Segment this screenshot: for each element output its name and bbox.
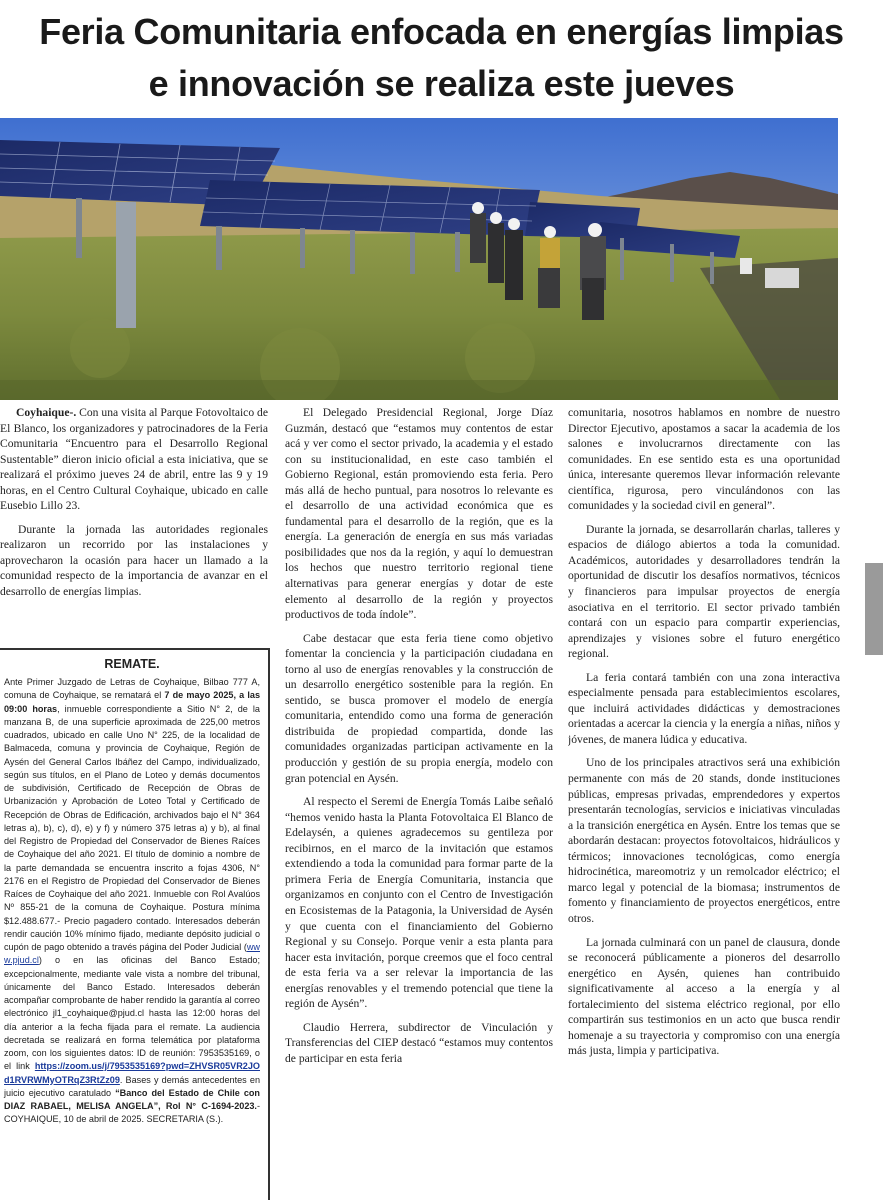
headline-line-1: Feria Comunitaria enfocada en energías limpias <box>39 11 844 52</box>
remate-text: ) o en las oficinas del Banco Estado; excepcionalmente, mediante vale vista a nombre del tribunal, únicamente del Banco Estado. Interesados deberán acompañar comprobante de haber rendido la garantía al correo electrónico jl1_coyhaique@pjud.cl hasta las 12:00 horas del día anterior a la fecha fijada para el remate. La audiencia decretada se realizará en forma telemática por plataforma zoom, con los siguientes datos: ID de reunión: 7953535169, o el link <box>4 955 260 1072</box>
article-paragraph: comunitaria, nosotros hablamos en nombre de nuestro Director Ejecutivo, apostamos a sacar la academia de los salones e involucrarnos directamente con las comunidades. En ese sentido esta es una oportunidad única, interesante queremos llevar información relevante científica, rigurosa, pero vinculándonos con las comunidades y la sociedad civil en general”. <box>568 406 840 513</box>
remate-text: - COYHAIQUE, 10 de abril de 2025. SECRETARIA (S.). <box>4 1101 260 1125</box>
pjud-link[interactable]: www.pjud.cl <box>4 942 260 966</box>
zoom-link[interactable]: https://zoom.us/j/7953535169?pwd=ZHVSR05VR2JOd1RVRWMyOTRqZ3RtZz09 <box>4 1061 260 1085</box>
article-paragraph: Al respecto el Seremi de Energía Tomás Laibe señaló “hemos venido hasta la Planta Fotovoltaica El Blanco de Edelaysén, a quienes agradecemos su gentileza por recibirnos, en el marco de la invitación que estamos extendiendo a toda la comunidad para formar parte de la primera Feria de Energía Comunitaria, instancia que organizamos en conjunto con el Centro de Investigación en Ecosistemas de la Patagonia, la Universidad de Aysén y que cuenta con el financiamiento del Gobierno Regional y su Consejo. Porque venir a esta planta para hacer esta invitación, porque creemos que el foco central de esta feria va a ser relevar la importancia de las energías renovables y el tremendo potencial que tiene la región de Aysén”. <box>285 795 553 1011</box>
remate-case: “Banco del Estado de Chile con DIAZ RABAEL, MELISA ANGELA”, Rol N° C-1694-2023. <box>4 1087 260 1111</box>
article-column-1 <box>0 405 268 645</box>
article-paragraph <box>0 405 268 514</box>
article-paragraph: Cabe destacar que esta feria tiene como objetivo fomentar la conciencia y la participación ciudadana en torno al uso de energías renovables y la construcción de un desarrollo energético sostenible para la región. En sentido, se busca promover el modelo de energía comunitaria, entendido como una forma de generación distribuida de propiedad compartida, donde las comunidades organizadas participan activamente en la producción y gestión de su propia energía, modelo con gran potencial en Aysén. <box>285 631 553 785</box>
article-paragraph: Uno de los principales atractivos será una exhibición permanente con más de 20 stands, donde instituciones públicas, empresas privadas, emprendedores y expertos presentarán tecnologías, servicios e iniciativas vinculadas a la transición energética en Aysén. Entre los temas que se abordarán destacan: proyectos fotovoltaicos, hidráulicos y térmicos; innovaciones tecnológicas, como energía hidrocinética, mareomotriz y un remolcador eléctrico; el marco legal y potencial de la biomasa; instrumentos de fomento y financiamiento de proyectos energéticos, entre otros. <box>568 756 840 925</box>
paragraph-text: Con una visita al Parque Fotovoltaico de El Blanco, los organizadores y patrocinadores de la Feria Comunitaria “Encuentro para el Desarrollo Regional Sustentable” dieron inicio oficial a esta iniciativa, que se realizará el próximo jueves 24 de abril, entre las 9 y 19 horas, en el Centro Cultural Coyhaique, ubicado en calle Eusebio Lillo 23. <box>0 406 268 513</box>
dateline: Coyhaique-. <box>16 406 77 419</box>
remate-text: Ante Primer Juzgado de Letras de Coyhaique, Bilbao 777 A, comuna de Coyhaique, se rematará el <box>4 677 260 701</box>
headline-line-2: e innovación se realiza este jueves <box>148 63 735 104</box>
article-paragraph: Claudio Herrera, subdirector de Vinculación y Transferencias del CIEP destacó “estamos muy contentos de participar en esta feria <box>285 1020 553 1065</box>
remate-text: . Bases y demás antecedentes en juicio ejecutivo caratulado <box>4 1074 260 1098</box>
article-paragraph: Durante la jornada, se desarrollarán charlas, talleres y espacios de diálogo abiertos a toda la comunidad. Académicos, autoridades y desarrolladores tendrán la oportunidad de discutir los desafíos normativos, técnicos y financieros para impulsar proyectos de energía asociativa en el territorio. El sector privado también contará con un espacio para compartir experiencias, aprendizajes y visiones sobre el futuro energético regional. <box>568 522 840 661</box>
article-column-2 <box>285 405 553 1200</box>
article-paragraph: El Delegado Presidencial Regional, Jorge Díaz Guzmán, destacó que “estamos muy contentos de estar acá y ver como el sector privado, la academia y el estado con su institucionalidad, en este caso también el Gobierno Regional, están promoviendo esta feria. Pero más allá de hecho puntual, para nosotros lo relevante es el desarrollo de una actividad económica que es fundamental para el desarrollo de la región, que es la energía. La generación de energía en sus más variadas posibilidades que nos da la región, y aquí lo demuestran los hechos que nuestro territorio regional tiene alternativas para generar energías y dotar de este elemento al desarrollo de la región y proyectos productivos de toda índole”. <box>285 406 553 622</box>
headline <box>0 0 883 118</box>
remate-body <box>4 676 260 1127</box>
article-paragraph: La jornada culminará con un panel de clausura, donde se reconocerá públicamente a pioneros del desarrollo energético en Aysén, quienes han contribuido significativamente al acceso a la energía y al fortalecimiento del sistema eléctrico regional, por ello compartirán sus testimonios en un acto que busca rendir homenaje a su trayectoria y compromiso con una energía más justa, limpia y participativa. <box>568 935 840 1058</box>
article-column-3 <box>568 405 840 1200</box>
remate-legal-notice <box>0 648 270 1200</box>
page-edge-tab <box>865 563 883 655</box>
remate-date: 7 de mayo 2025, a las 09:00 horas <box>4 690 261 714</box>
article-paragraph: Durante la jornada las autoridades regionales realizaron un recorrido por las instalaciones y aprovecharon la ocasión para hacer un llamado a la comunidad respecto de la importancia de avanzar en el desarrollo de energías limpias. <box>0 522 268 599</box>
solar-park-photo <box>0 118 838 400</box>
article-paragraph: La feria contará también con una zona interactiva especialmente pensada para establecimientos escolares, que incluirá actividades didácticas y demostraciones orientadas a acercar la ciencia y la energía a niñas, niños y jóvenes, de manera lúdica y educativa. <box>568 670 840 746</box>
remate-title: REMATE. <box>104 657 160 671</box>
remate-text: , inmueble correspondiente a Sitio N° 2, de la manzana B, de una superficie aproximada de 225,00 metros cuadrados, ubicado en calle Uno N° 225, de la localidad de Balmaceda, comuna y provincia de Coyhaique, Región de Aysén del General Carlos Ibáñez del Campo, individualizado, según sus títulos, en el Plano de Loteo y demás documentos de subdivisión, Certificado de Recepción de Obras de Urbanización y Aprobación de Loteo Total y Certificado de Recepción de Obras de Edificación, archivados bajo el N° 364 letras a), b), c), d), e) y f) y número 375 letras a) y b), al final del Registro de Propiedad del Conservador de Bienes Raíces de Coyhaique del año 2021. El título de dominio a nombre de la parte demandada se encuentra inscrito a fojas 4306, N° 2176 en el Registro de Propiedad del Conservador de Bienes Raíces de Coyhaique del año 2021. Inmueble con Rol Avalúos Nº 855-21 de la comuna de Coyhaique. Postura mínima $12.488.677.- Precio pagadero contado. Interesados deberán rendir caución 10% mínimo fijado, mediante depósito judicial o cupón de pago obtenido a través página del Poder Judicial ( <box>4 703 260 952</box>
